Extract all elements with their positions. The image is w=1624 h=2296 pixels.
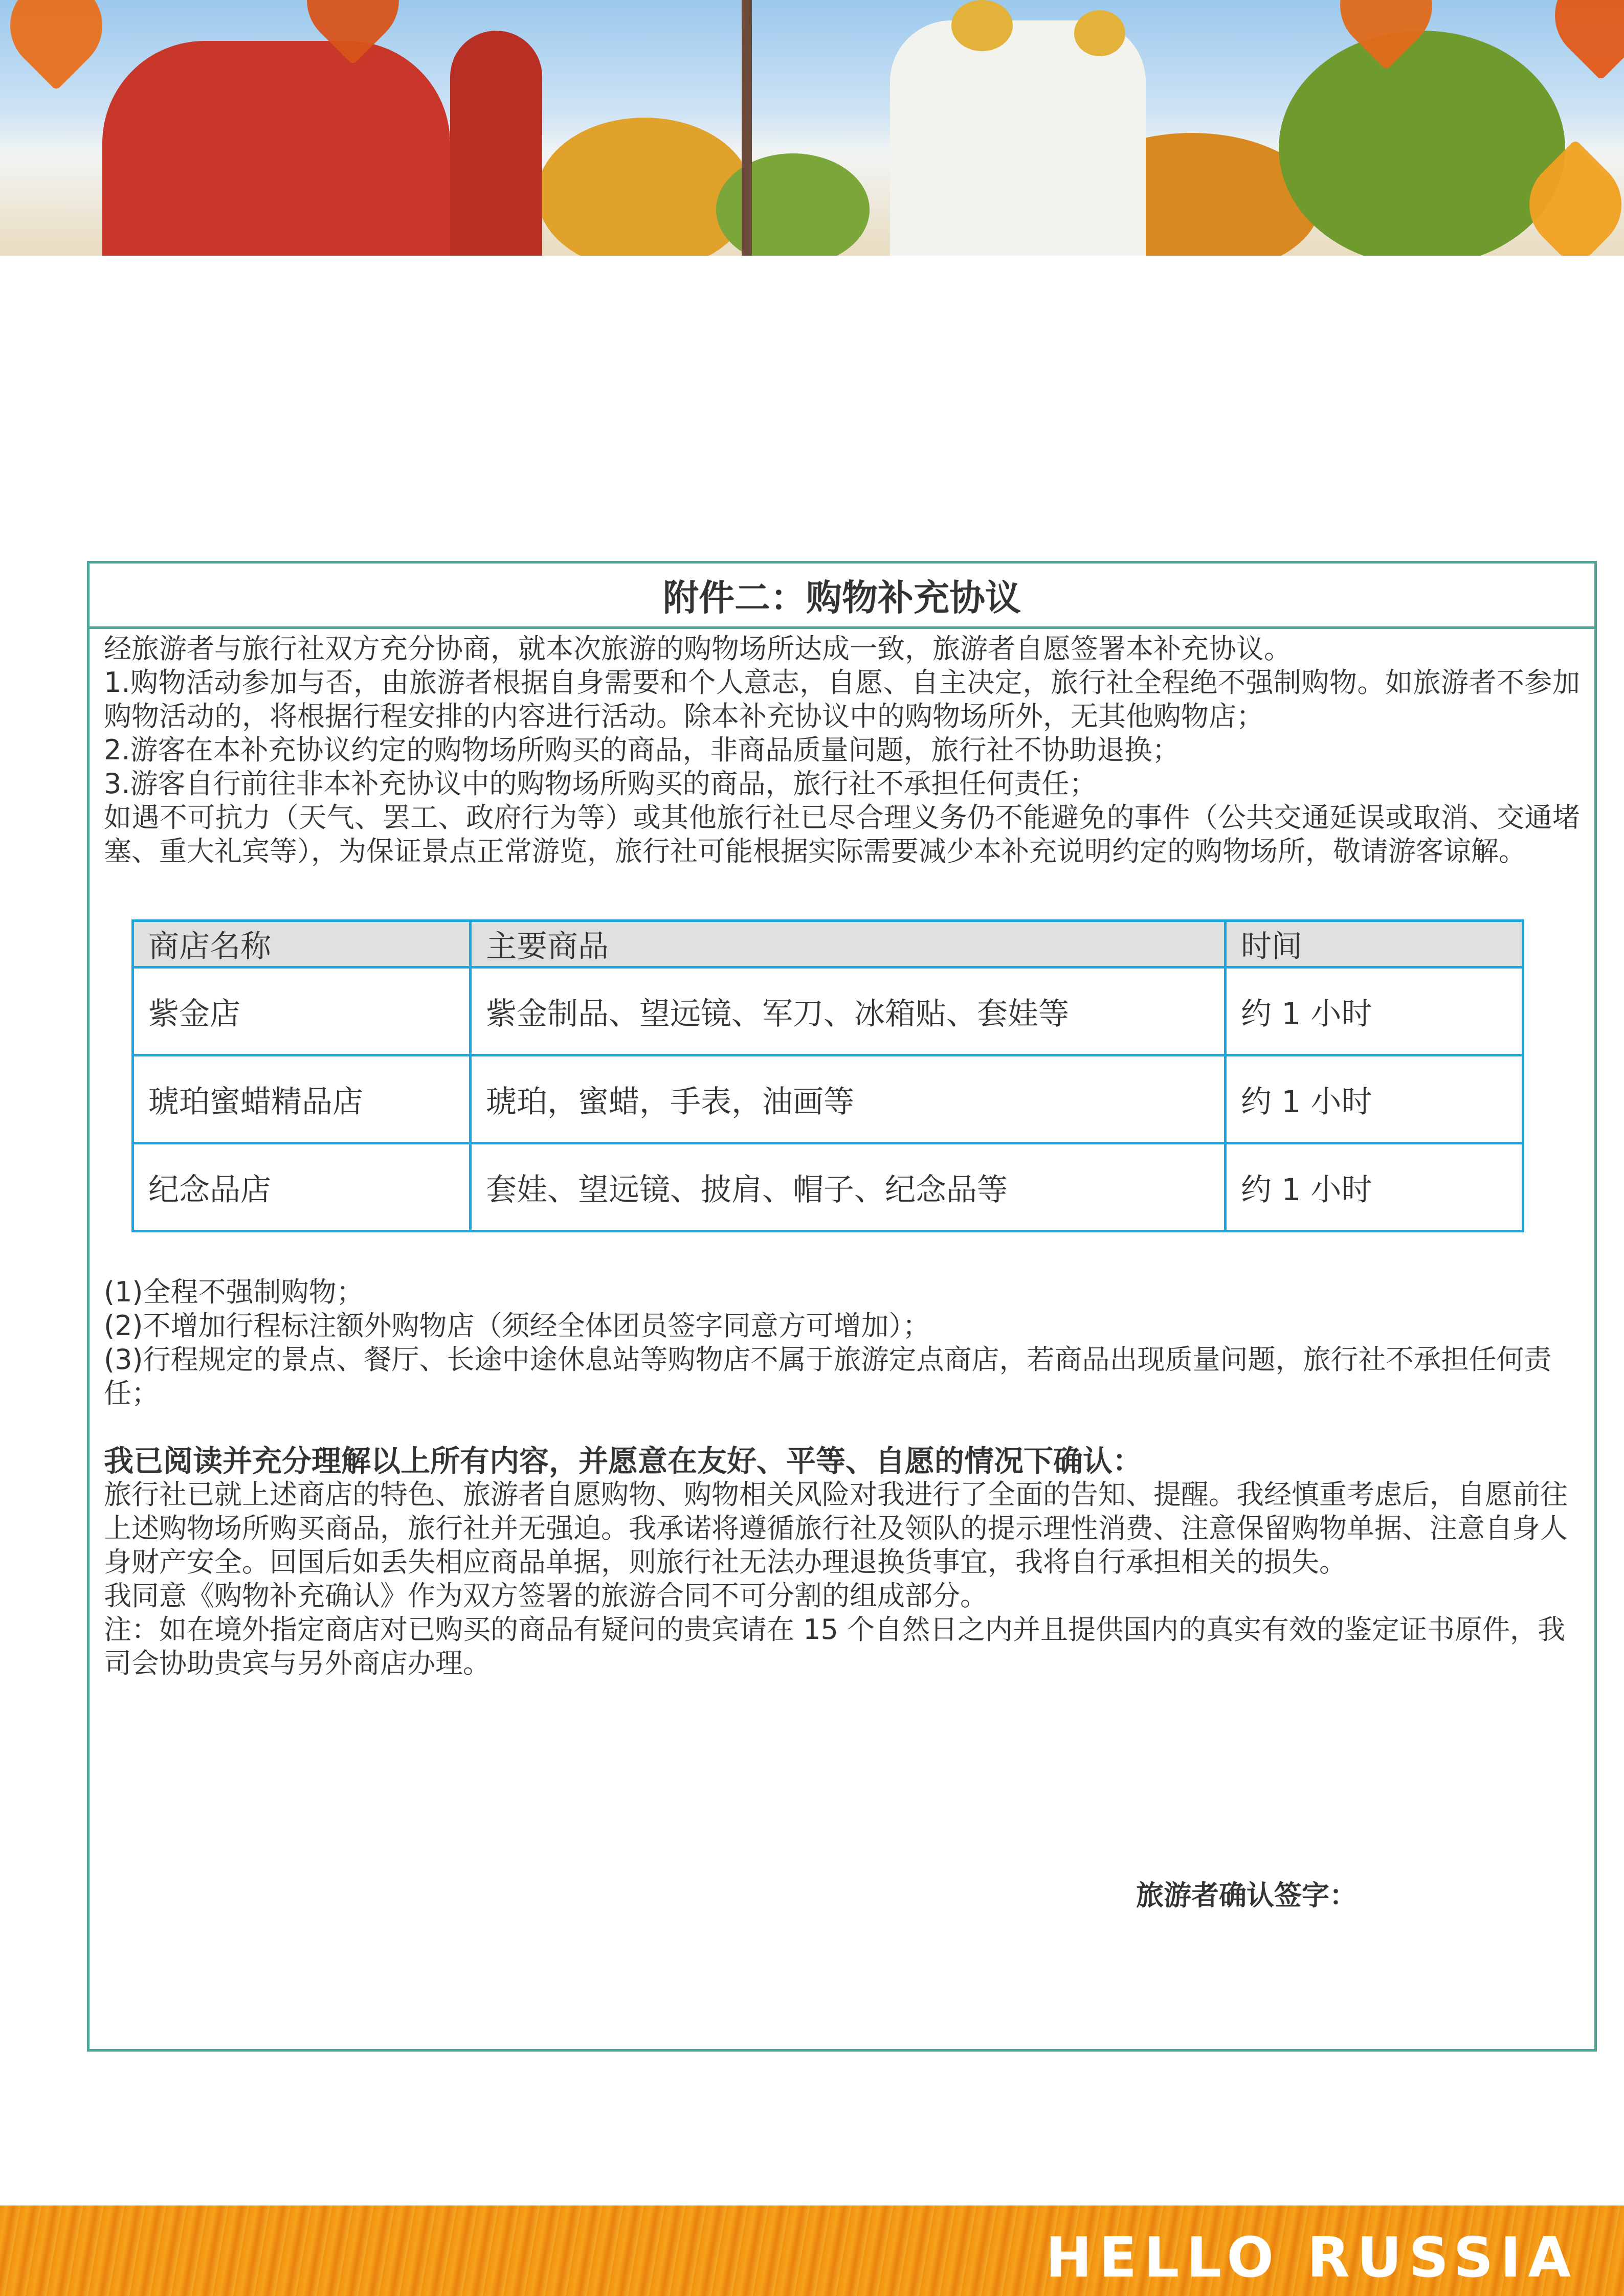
- agreement-box: [87, 561, 1597, 2052]
- main-goods: 琥珀，蜜蜡，手表，油画等: [471, 1055, 1226, 1143]
- header-shop-name: 商店名称: [133, 921, 471, 967]
- time: 约 1 小时: [1226, 1055, 1523, 1143]
- table-header-row: [133, 921, 1523, 967]
- agreement-clause: 我同意《购物补充确认》作为双方签署的旅游合同不可分割的组成部分。: [104, 1580, 988, 1612]
- intro-paragraph: 经旅游者与旅行社双方充分协商，就本次旅游的购物场所达成一致，旅游者自愿签署本补充协议。: [104, 633, 1292, 665]
- table-row: [133, 1143, 1523, 1231]
- maple-leaf: [0, 0, 121, 91]
- header-time: 时间: [1226, 921, 1523, 967]
- maple-leaf: [1536, 0, 1624, 80]
- lamp-post: [742, 0, 752, 256]
- st-basil-cathedral: [102, 41, 450, 256]
- notes-section: [104, 1275, 1580, 1680]
- clause-2: 2.游客在本补充协议约定的购物场所购买的商品，非商品质量问题，旅行社不协助退换；: [104, 734, 1180, 766]
- shop-table: [131, 919, 1524, 1232]
- title-row: [90, 564, 1594, 629]
- main-goods: 紫金制品、望远镜、军刀、冰箱贴、套娃等: [471, 967, 1226, 1055]
- confirm-heading: 我已阅读并充分理解以上所有内容，并愿意在友好、平等、自愿的情况下确认：: [104, 1444, 1143, 1478]
- table-row: [133, 967, 1523, 1055]
- shop-name: 纪念品店: [133, 1143, 471, 1231]
- force-majeure-paragraph: 如遇不可抗力（天气、罢工、政府行为等）或其他旅行社已尽合理义务仍不能避免的事件（公共交通延误或取消、交通堵塞、重大礼宾等），为保证景点正常游览，旅行社可能根据实际需要减少本补充说明约定的购物场所，敬请游客谅解。: [104, 801, 1580, 867]
- footer-banner: [0, 2205, 1624, 2296]
- note-2: (2)不增加行程标注额外购物店（须经全体团员签字同意方可增加）；: [104, 1310, 930, 1342]
- footer-slogan: HELLO RUSSIA: [1045, 2226, 1578, 2290]
- header-main-goods: 主要商品: [471, 921, 1226, 967]
- main-goods: 套娃、望远镜、披肩、帽子、纪念品等: [471, 1143, 1226, 1231]
- note-3: (3)行程规定的景点、餐厅、长途中途休息站等购物店不属于旅游定点商店，若商品出现质量问题，旅行社不承担任何责任；: [104, 1343, 1552, 1409]
- header-banner-image: [0, 0, 1624, 256]
- time: 约 1 小时: [1226, 1143, 1523, 1231]
- golden-dome: [951, 0, 1013, 51]
- white-church: [890, 20, 1146, 256]
- shop-name: 紫金店: [133, 967, 471, 1055]
- time: 约 1 小时: [1226, 967, 1523, 1055]
- agreement-body: [90, 629, 1594, 868]
- clause-1: 1.购物活动参加与否，由旅游者根据自身需要和个人意志，自愿、自主决定，旅行社全程绝不强制购物。如旅游者不参加购物活动的，将根据行程安排的内容进行活动。除本补充协议中的购物场所外，无其他购物店；: [104, 666, 1580, 732]
- table-row: [133, 1055, 1523, 1143]
- document-title: 附件二：购物补充协议: [663, 577, 1021, 619]
- golden-dome: [1074, 10, 1125, 56]
- remark: 注：如在境外指定商店对已购买的商品有疑问的贵宾请在 15 个自然日之内并且提供国内的真实有效的鉴定证书原件，我司会协助贵宾与另外商店办理。: [104, 1613, 1566, 1679]
- tower: [450, 31, 542, 256]
- signature-label: 旅游者确认签字：: [1136, 1879, 1357, 1911]
- note-1: (1)全程不强制购物；: [104, 1276, 364, 1308]
- tree: [716, 153, 870, 256]
- tree: [1279, 31, 1565, 256]
- clause-3: 3.游客自行前往非本补充协议中的购物场所购买的商品，旅行社不承担任何责任；: [104, 768, 1097, 800]
- autumn-tree: [537, 118, 752, 256]
- confirm-paragraph: 旅行社已就上述商店的特色、旅游者自愿购物、购物相关风险对我进行了全面的告知、提醒。我经慎重考虑后，自愿前往上述购物场所购买商品，旅行社并无强迫。我承诺将遵循旅行社及领队的提示理性消费、注意保留购物单据、注意自身人身财产安全。回国后如丢失相应商品单据，则旅行社无法办理退换货事宜，我将自行承担相关的损失。: [104, 1478, 1568, 1578]
- shop-name: 琥珀蜜蜡精品店: [133, 1055, 471, 1143]
